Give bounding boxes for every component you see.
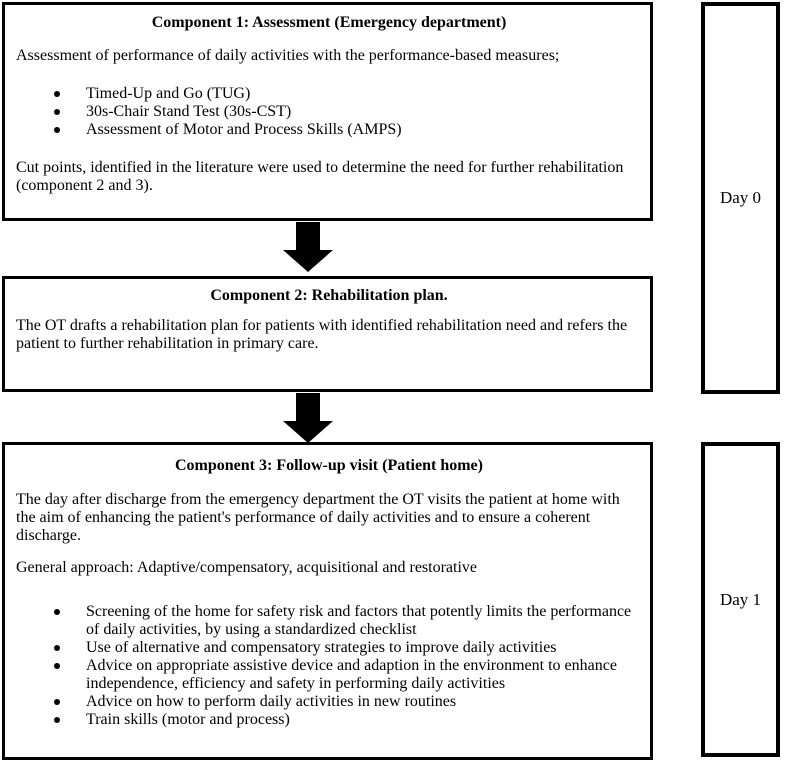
component1-outro: Cut points, identified in the literature were used to determine the need for further rehabilitation (component 2 and 3). [16, 159, 624, 194]
bullet-icon [54, 717, 60, 723]
day0-label: Day 0 [719, 188, 762, 207]
list-item-text: Advice on appropriate assistive device and adaption in the environment to enhance independence, efficiency and safety in performing daily activities [86, 657, 617, 692]
list-item [16, 103, 642, 121]
component3-general-approach: General approach: Adaptive/compensatory, acquisitional and restorative [16, 559, 478, 576]
bullet-icon [54, 609, 60, 615]
list-item [16, 657, 642, 693]
list-item [16, 693, 642, 711]
bullet-icon [54, 91, 60, 97]
list-item [16, 85, 642, 103]
day0-box [701, 2, 780, 394]
bullet-icon [54, 109, 60, 115]
list-item [16, 603, 642, 639]
list-item-text: Assessment of Motor and Process Skills (AMPS) [86, 121, 402, 138]
arrow-head [283, 421, 333, 443]
list-item-text: Timed-Up and Go (TUG) [86, 85, 251, 102]
list-item-text: Train skills (motor and process) [86, 711, 290, 728]
component1-bullet-list [16, 85, 642, 139]
list-item-text: Screening of the home for safety risk and factors that potently limits the performance of daily activities, by using a standardized checklist [86, 603, 632, 638]
arrow-head [283, 250, 333, 272]
bullet-icon [54, 663, 60, 669]
component1-intro: Assessment of performance of daily activities with the performance-based measures; [16, 47, 560, 64]
bullet-icon [54, 699, 60, 705]
component3-bullet-list [16, 603, 642, 729]
arrow-shaft [296, 393, 320, 421]
day1-box [701, 442, 780, 757]
list-item [16, 121, 642, 139]
component3-box [2, 442, 653, 760]
flow-arrow-down-2 [283, 393, 333, 443]
day1-label: Day 1 [719, 589, 762, 609]
component1-title: Component 1: Assessment (Emergency department) [151, 14, 507, 31]
arrow-shaft [296, 222, 320, 250]
list-item-text: Advice on how to perform daily activities in new routines [86, 693, 457, 710]
list-item-text: Use of alternative and compensatory strategies to improve daily activities [86, 639, 557, 656]
flow-arrow-down-1 [283, 222, 333, 272]
bullet-icon [54, 127, 60, 133]
bullet-icon [54, 645, 60, 651]
component3-intro: The day after discharge from the emergency department the OT visits the patient at home with the aim of enhancing the patient's performance of daily activities and to ensure a coherent discharge. [16, 491, 620, 544]
component1-box [2, 2, 653, 221]
list-item-text: 30s-Chair Stand Test (30s-CST) [86, 103, 292, 120]
component2-title: Component 2: Rehabilitation plan. [210, 287, 448, 304]
list-item [16, 711, 642, 729]
list-item [16, 639, 642, 657]
component3-title: Component 3: Follow-up visit (Patient home) [175, 457, 483, 474]
component2-intro: The OT drafts a rehabilitation plan for patients with identified rehabilitation need and refers the patient to further rehabilitation in primary care. [16, 317, 628, 352]
component2-box [2, 276, 653, 392]
